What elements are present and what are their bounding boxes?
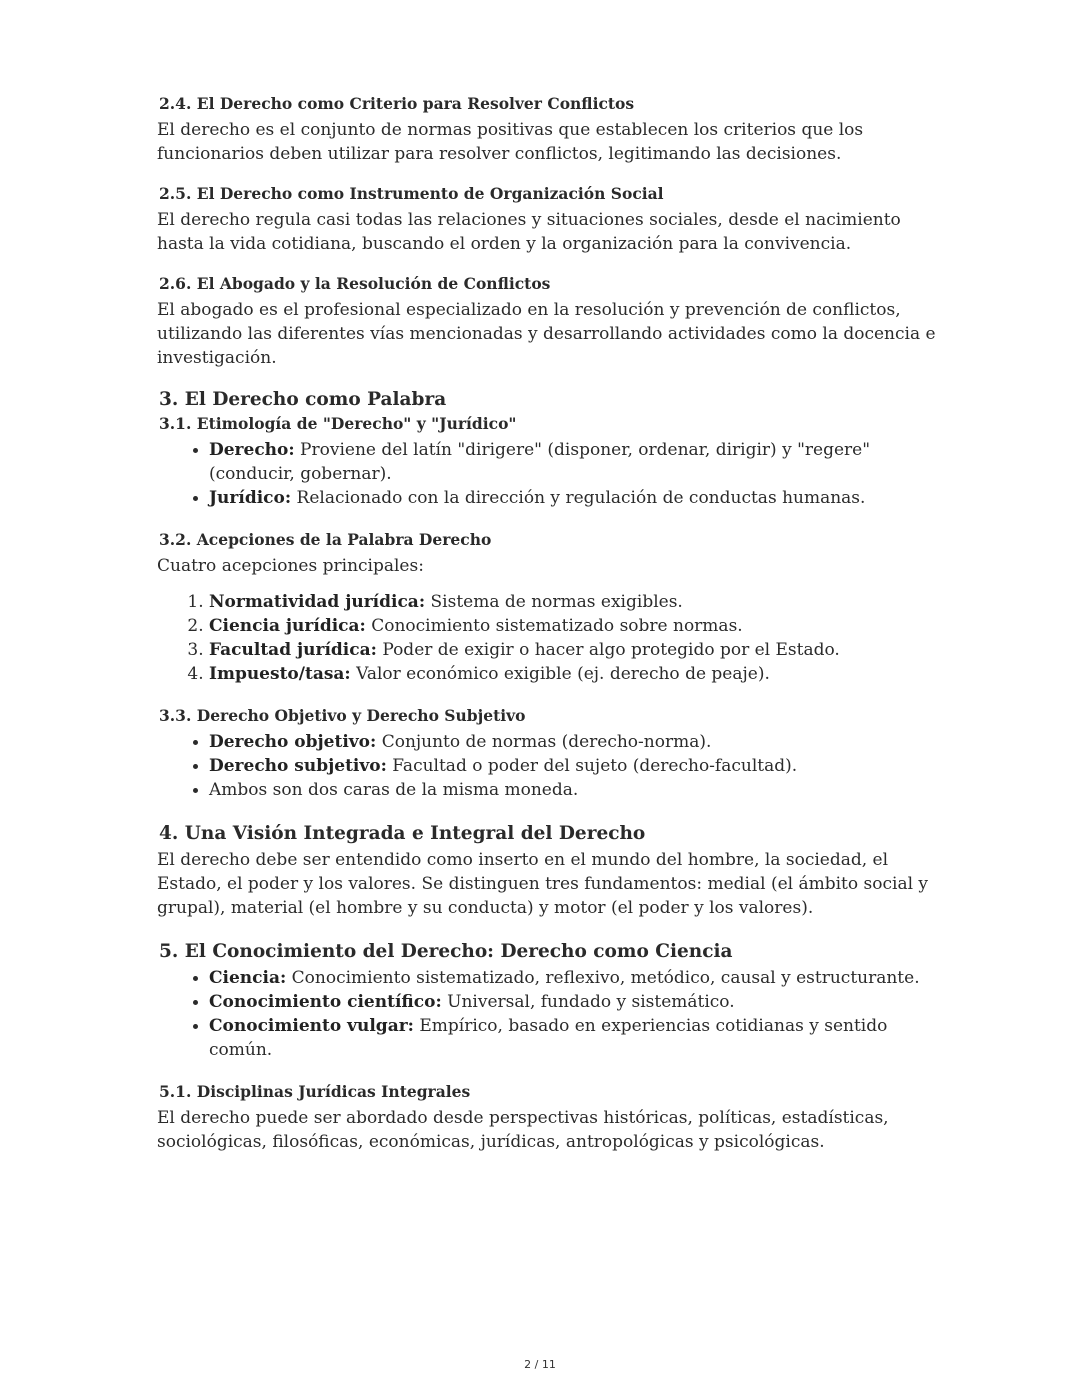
list-item-term: Conocimiento vulgar: — [209, 1016, 414, 1036]
list-item — [209, 778, 937, 802]
list-item-text: Valor económico exigible (ej. derecho de peaje). — [350, 664, 770, 684]
paragraph-2-4: El derecho es el conjunto de normas positivas que establecen los criterios que los funcionarios deben utilizar para resolver conflictos, legitimando las decisiones. — [157, 120, 864, 164]
list-item — [209, 1014, 937, 1062]
list-item-text: Relacionado con la dirección y regulación de conductas humanas. — [291, 488, 866, 508]
list-item-term: Ciencia: — [209, 968, 287, 988]
list-item-text: Proviene del latín "dirigere" (disponer, ordenar, dirigir) y "regere" (conducir, gobernar). — [209, 440, 871, 484]
list-item-text: Conocimiento sistematizado sobre normas. — [365, 616, 743, 636]
list-item — [209, 614, 937, 638]
list-item-text: Empírico, basado en experiencias cotidianas y sentido común. — [209, 1016, 888, 1060]
list-item-term: Facultad jurídica: — [209, 640, 377, 660]
paragraph-3-2-intro: Cuatro acepciones principales: — [157, 556, 424, 576]
heading-3-1: 3.1. Etimología de "Derecho" y "Jurídico" — [159, 414, 517, 433]
list-item-term: Ciencia jurídica: — [209, 616, 366, 636]
list-item-term: Jurídico: — [209, 488, 292, 508]
heading-3: 3. El Derecho como Palabra — [159, 389, 447, 410]
heading-4: 4. Una Visión Integrada e Integral del Derecho — [159, 823, 646, 844]
document-page — [157, 94, 937, 1174]
heading-2-5: 2.5. El Derecho como Instrumento de Organización Social — [159, 184, 664, 203]
list-item-term: Derecho objetivo: — [209, 732, 377, 752]
list-3-2 — [157, 590, 937, 686]
heading-3-2: 3.2. Acepciones de la Palabra Derecho — [159, 530, 492, 549]
list-item — [209, 486, 937, 510]
list-item-term: Derecho subjetivo: — [209, 756, 387, 776]
paragraph-4: El derecho debe ser entendido como inserto en el mundo del hombre, la sociedad, el Estado, el poder y los valores. Se distinguen tres fundamentos: medial (el ámbito social y grupal), material (el hombre y su conducta) y motor (el poder y los valores). — [157, 850, 929, 918]
list-item-text: Conjunto de normas (derecho-norma). — [376, 732, 712, 752]
list-item-text: Facultad o poder del sujeto (derecho-facultad). — [386, 756, 798, 776]
list-item — [209, 638, 937, 662]
list-item — [209, 662, 937, 686]
page-number: 2 / 11 — [524, 1358, 556, 1371]
heading-3-3: 3.3. Derecho Objetivo y Derecho Subjetivo — [159, 706, 526, 725]
heading-5: 5. El Conocimiento del Derecho: Derecho como Ciencia — [159, 941, 733, 962]
list-item-term: Impuesto/tasa: — [209, 664, 351, 684]
list-item — [209, 438, 937, 486]
list-3-1 — [157, 438, 937, 510]
heading-2-4: 2.4. El Derecho como Criterio para Resolver Conflictos — [159, 94, 635, 113]
list-item — [209, 966, 937, 990]
list-item-term: Conocimiento científico: — [209, 992, 442, 1012]
paragraph-5-1: El derecho puede ser abordado desde perspectivas históricas, políticas, estadísticas, sociológicas, filosóficas, económicas, jurídicas, antropológicas y psicológicas. — [157, 1108, 889, 1152]
list-item — [209, 754, 937, 778]
paragraph-2-5: El derecho regula casi todas las relaciones y situaciones sociales, desde el nacimiento hasta la vida cotidiana, buscando el orden y la organización para la convivencia. — [157, 210, 901, 254]
heading-5-1: 5.1. Disciplinas Jurídicas Integrales — [159, 1082, 471, 1101]
list-item-text: Ambos son dos caras de la misma moneda. — [209, 780, 579, 800]
list-item — [209, 990, 937, 1014]
list-3-3 — [157, 730, 937, 802]
list-item-text: Conocimiento sistematizado, reflexivo, metódico, causal y estructurante. — [286, 968, 920, 988]
list-item-text: Sistema de normas exigibles. — [425, 592, 683, 612]
list-item — [209, 730, 937, 754]
list-item — [209, 590, 937, 614]
list-item-text: Poder de exigir o hacer algo protegido por el Estado. — [376, 640, 840, 660]
paragraph-2-6: El abogado es el profesional especializado en la resolución y prevención de conflictos, utilizando las diferentes vías mencionadas y desarrollando actividades como la docencia e investigación. — [157, 300, 936, 368]
list-item-term: Derecho: — [209, 440, 295, 460]
list-5 — [157, 966, 937, 1062]
heading-2-6: 2.6. El Abogado y la Resolución de Conflictos — [159, 274, 551, 293]
list-item-text: Universal, fundado y sistemático. — [441, 992, 735, 1012]
list-item-term: Normatividad jurídica: — [209, 592, 426, 612]
